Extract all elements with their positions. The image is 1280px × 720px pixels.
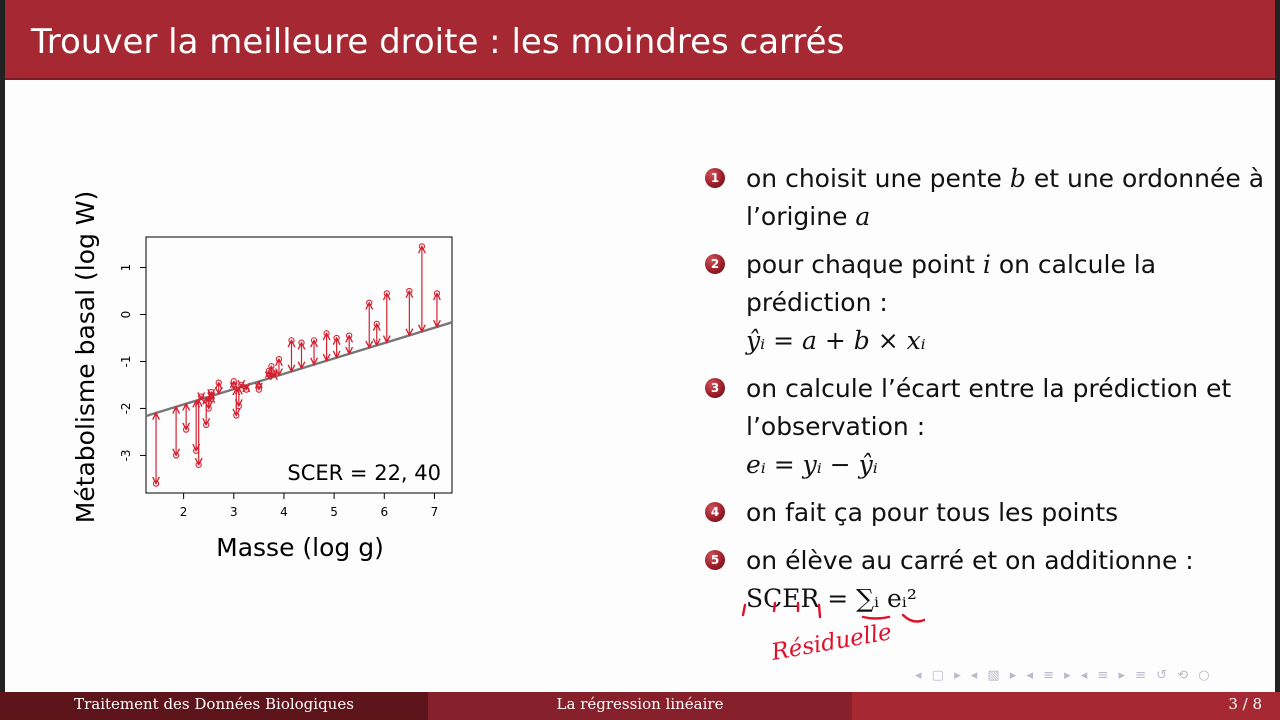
slope-var: b xyxy=(1009,164,1026,193)
plot-frame xyxy=(146,237,452,493)
point-index-var: i xyxy=(982,250,991,279)
step-2-text-b: on calcule la prédiction : xyxy=(746,250,1157,317)
beamer-navigation-icons[interactable]: ◂ ▢ ▸ ◂ ▧ ▸ ◂ ≡ ▸ ◂ ≡ ▸ ≡ ↺ ⟲ ○ xyxy=(915,668,1213,683)
step-4-text: on fait ça pour tous les points xyxy=(746,498,1119,527)
step-5-text: on élève au carré et on additionne : xyxy=(746,546,1194,575)
x-tick-label: 2 xyxy=(179,505,188,519)
right-frame-border xyxy=(1275,0,1280,720)
left-frame-border xyxy=(0,0,5,720)
step-3 xyxy=(705,370,1265,484)
y-tick-label: 0 xyxy=(119,310,133,319)
step-3-text: on calcule l’écart entre la prédiction et l’observation : xyxy=(746,374,1232,441)
x-tick-label: 6 xyxy=(380,505,389,519)
x-tick-label: 7 xyxy=(430,505,439,519)
regression-line xyxy=(146,322,452,416)
y-tick-label: -1 xyxy=(119,355,133,368)
footer-page-number: 3 / 8 xyxy=(852,692,1280,720)
residual-formula: eᵢ = yᵢ − ŷᵢ xyxy=(746,450,878,479)
step-1-text-a: on choisit une pente xyxy=(746,164,1010,193)
x-axis-label: Masse (log g) xyxy=(216,533,384,562)
y-tick-label: 1 xyxy=(119,263,133,272)
footer-section-title: La régression linéaire xyxy=(428,692,852,720)
step-3-bullet: 3 xyxy=(705,378,725,398)
step-2-bullet: 2 xyxy=(705,254,725,274)
y-axis-label: Métabolisme basal (log W) xyxy=(71,190,100,524)
tick-mark xyxy=(743,605,745,615)
x-tick-label: 5 xyxy=(330,505,338,519)
x-tick-label: 3 xyxy=(229,505,238,519)
intercept-var: a xyxy=(855,202,871,231)
scer-annotation: SCER = 22, 40 xyxy=(287,461,441,485)
step-1-bullet: 1 xyxy=(705,168,725,188)
steps-list xyxy=(705,160,1265,628)
prediction-formula: ŷᵢ = a + b × xᵢ xyxy=(746,326,926,355)
slide-title: Trouver la meilleure droite : les moindres carrés xyxy=(31,22,845,62)
sum-underline xyxy=(863,617,889,619)
footer-bar xyxy=(0,692,1280,720)
y-tick-label: -3 xyxy=(119,449,133,462)
handwritten-note: Résiduelle xyxy=(769,619,894,666)
footer-course-title: Traitement des Données Biologiques xyxy=(0,692,428,720)
plot-layer xyxy=(146,244,452,486)
scatter-chart xyxy=(60,180,480,580)
y-tick-label: -2 xyxy=(119,402,133,415)
tick-mark xyxy=(819,605,820,617)
step-2 xyxy=(705,246,1265,360)
scer-formula: SCER = ∑ᵢ eᵢ² xyxy=(746,584,917,613)
step-1 xyxy=(705,160,1265,236)
handwritten-annotation xyxy=(735,575,925,675)
step-5-bullet: 5 xyxy=(705,550,725,570)
step-2-text-a: pour chaque point xyxy=(746,250,983,279)
tick-mark xyxy=(774,603,775,611)
x-tick-label: 4 xyxy=(280,505,288,519)
step-1-text-b: et une ordonnée à l’origine xyxy=(746,164,1265,231)
step-4 xyxy=(705,494,1265,532)
title-bar xyxy=(5,0,1275,80)
step-4-bullet: 4 xyxy=(705,502,725,522)
square-circle xyxy=(903,613,925,622)
